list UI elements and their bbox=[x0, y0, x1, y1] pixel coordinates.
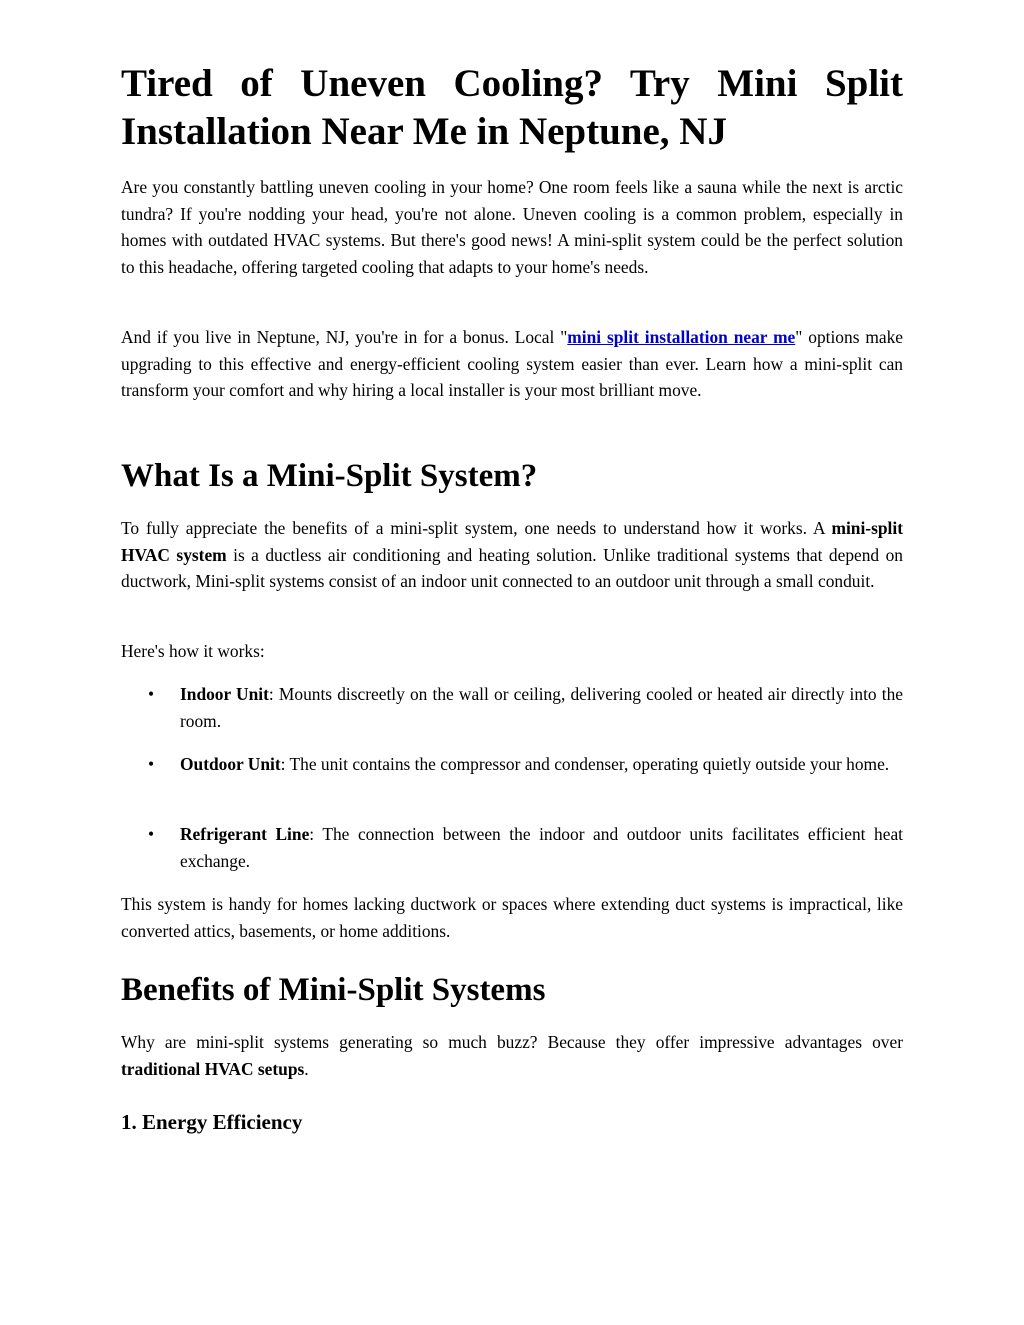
list-item-term: Indoor Unit bbox=[180, 684, 269, 704]
subheading-energy-efficiency: 1. Energy Efficiency bbox=[121, 1110, 303, 1134]
section1-paragraph-1-tail: is a ductless air conditioning and heating solution. Unlike traditional systems that depend on ductwork, Mini-split systems consist of an indoor unit connected to an outdoor unit through a small conduit. bbox=[121, 544, 903, 592]
bullet-icon: • bbox=[148, 824, 155, 844]
section1-paragraph-1-lead: To fully appreciate the benefits of a mini-split system, one needs to understand how it works. A bbox=[121, 518, 832, 538]
intro-paragraph-1: Are you constantly battling uneven cooling in your home? One room feels like a sauna while the next is arctic tundra? If you're nodding your head, you're not alone. Uneven cooling is a common problem, especially in homes with outdated HVAC systems. But there's good news! A mini-split system could be the perfect solution to this headache, offering targeted cooling that adapts to your home's needs. bbox=[121, 177, 903, 277]
section-heading-what-is: What Is a Mini-Split System? bbox=[121, 458, 538, 494]
section1-paragraph-1 bbox=[121, 515, 903, 595]
section2-paragraph-1-lead: Why are mini-split systems generating so much buzz? Because they offer impressive advantages over bbox=[121, 1032, 903, 1052]
section-heading-benefits: Benefits of Mini-Split Systems bbox=[121, 972, 546, 1008]
list-item-text: : The connection between the indoor and outdoor units facilitates efficient heat exchange. bbox=[180, 824, 903, 871]
mini-split-hvac-term: mini-split HVAC system bbox=[121, 518, 903, 565]
list-item-term: Refrigerant Line bbox=[180, 824, 310, 844]
list-item-text: : The unit contains the compressor and condenser, operating quietly outside your home. bbox=[280, 754, 890, 774]
intro-paragraph-2 bbox=[121, 324, 903, 404]
intro-paragraph-2-lead: And if you live in Neptune, NJ, you're in for a bonus. Local " bbox=[121, 327, 568, 347]
section1-paragraph-2: Here's how it works: bbox=[121, 641, 265, 661]
list-item-text: : Mounts discreetly on the wall or ceiling, delivering cooled or heated air directly into the room. bbox=[180, 684, 904, 731]
traditional-hvac-term: traditional HVAC setups bbox=[121, 1058, 305, 1079]
bullet-icon: • bbox=[148, 754, 155, 774]
section2-paragraph-1 bbox=[121, 1029, 903, 1082]
mini-split-installation-link[interactable]: mini split installation near me bbox=[567, 327, 796, 347]
section2-paragraph-1-tail: . bbox=[304, 1058, 309, 1079]
intro-paragraph-2-tail: " options make upgrading to this effective and energy-efficient cooling system easier than ever. Learn how a mini-split can transform your comfort and why hiring a local installer is your most brilliant move. bbox=[121, 327, 903, 401]
section1-paragraph-3: This system is handy for homes lacking ductwork or spaces where extending duct systems is impractical, like converted attics, basements, or home additions. bbox=[121, 894, 903, 941]
bullet-icon: • bbox=[148, 684, 155, 704]
page-title: Tired of Uneven Cooling? Try Mini Split Installation Near Me in Neptune, NJ bbox=[121, 62, 903, 153]
list-item-term: Outdoor Unit bbox=[180, 754, 281, 774]
